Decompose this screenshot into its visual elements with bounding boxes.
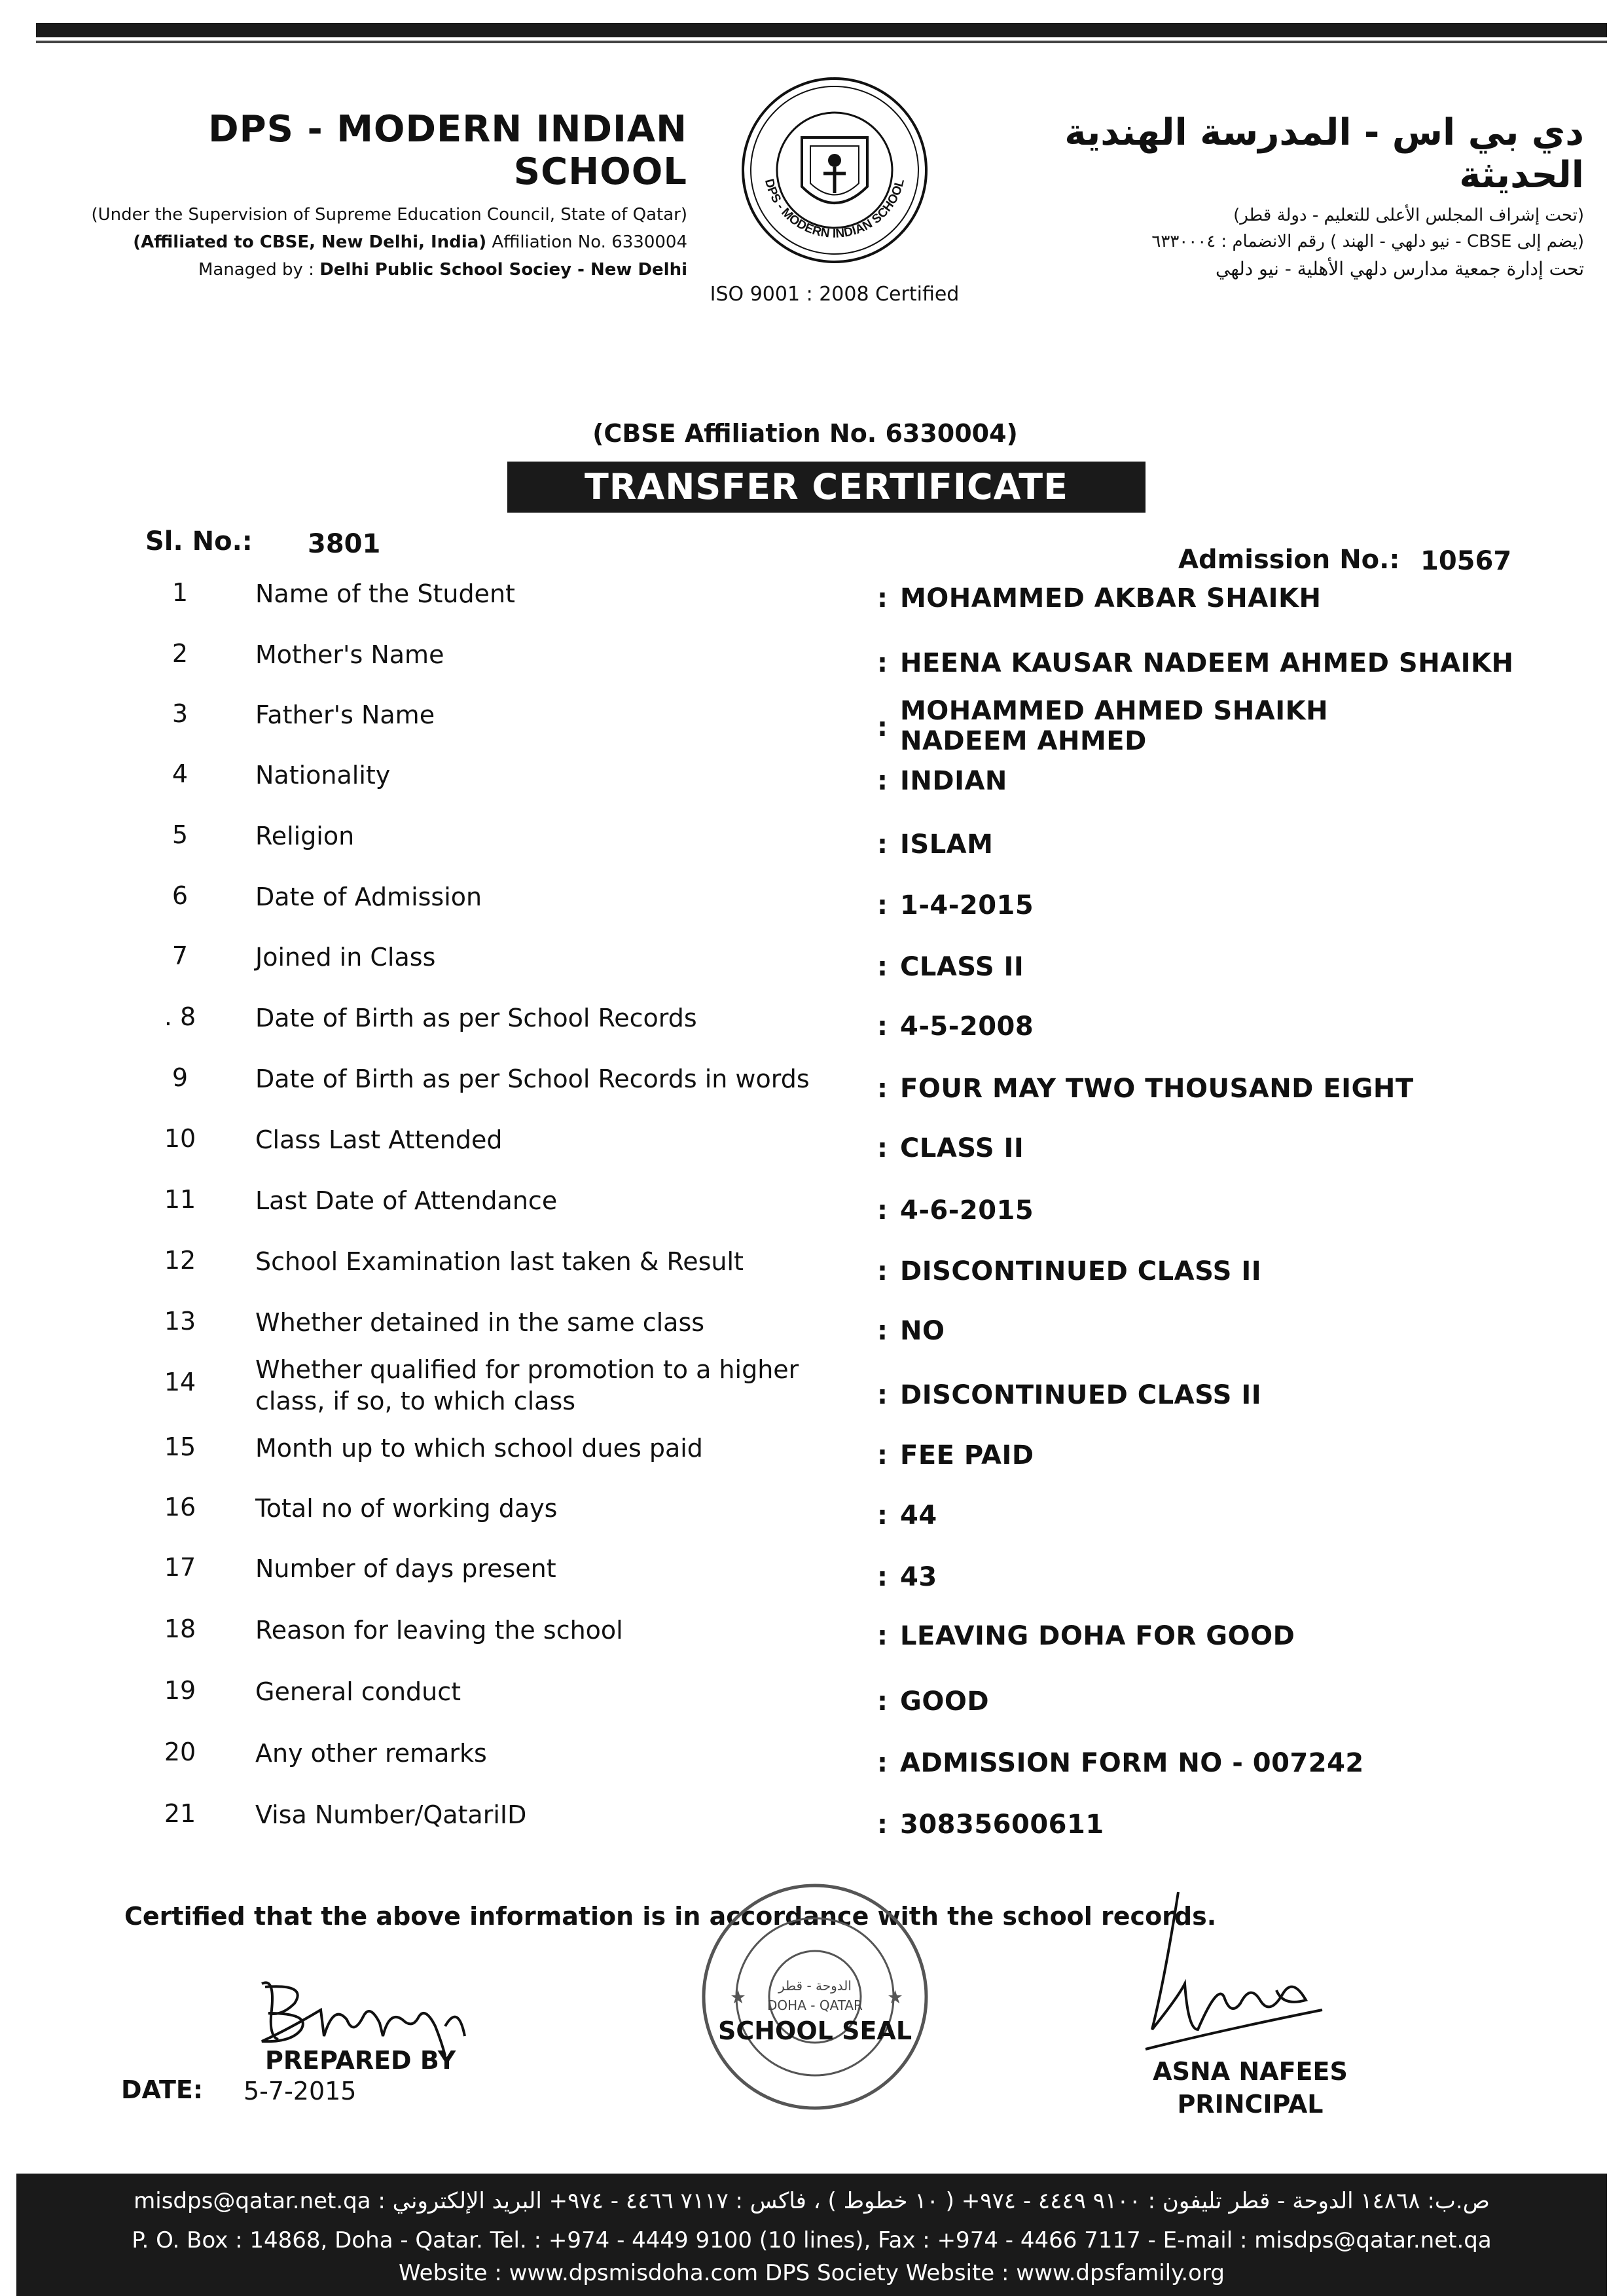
field-label: Date of Birth as per School Records in words [255,1065,810,1093]
school-seal-label: SCHOOL SEAL [717,2016,912,2045]
field-number: 21 [164,1799,196,1828]
field-row [0,1614,1624,1673]
field-row [0,1124,1624,1183]
school-name: DPS - MODERN INDIAN SCHOOL [208,108,687,193]
field-value: FOUR MAY TWO THOUSAND EIGHT [900,1074,1414,1104]
field-value: MOHAMMED AKBAR SHAIKH [900,583,1322,613]
field-number: 7 [171,941,189,970]
field-colon: : [877,712,888,742]
field-label: Mother's Name [255,640,444,669]
field-value: FEE PAID [900,1440,1034,1470]
field-label: Reason for leaving the school [255,1616,623,1645]
field-label: Month up to which school dues paid [255,1434,703,1463]
field-row [0,1799,1624,1858]
field-value: INDIAN [900,766,1007,796]
field-colon: : [877,1316,888,1346]
field-number: 9 [171,1063,189,1092]
field-colon: : [877,1748,888,1778]
field-label: Last Date of Attendance [255,1186,558,1215]
field-value: ISLAM [900,829,994,860]
field-colon: : [877,829,888,860]
school-name-arabic: دي بي اس - المدرسة الهندية الحديثة [1064,111,1584,196]
field-value: 1-4-2015 [900,890,1034,920]
logo-text: DPS - MODERN INDIAN SCHOOL [761,177,908,241]
field-colon: : [877,1440,888,1470]
field-number: 15 [164,1432,196,1461]
field-number: . 8 [164,1002,196,1031]
field-colon: : [877,1011,888,1042]
managed-by: Delhi Public School Sociey - New Delhi [319,260,687,280]
field-value: 4-6-2015 [900,1195,1034,1226]
principal-name: ASNA NAFEES [1153,2057,1348,2086]
field-row [0,1246,1624,1305]
field-number: 18 [164,1614,196,1643]
field-row [0,820,1624,879]
field-colon: : [877,583,888,613]
field-row [0,1493,1624,1552]
serial-number-label: Sl. No.: [145,526,253,556]
field-colon: : [877,1621,888,1651]
field-label: Date of Birth as per School Records [255,1004,697,1032]
admission-number-label: Admission No.: [1178,545,1400,575]
school-seal-stamp [691,1872,939,2121]
affiliation-arabic: (يضم إلى CBSE - نيو دلهي - الهند ) رقم الانضمام : ٦٣٣٠٠٠٤ [1151,232,1584,251]
field-label: School Examination last taken & Result [255,1247,744,1276]
field-colon: : [877,952,888,982]
field-colon: : [877,1256,888,1286]
certificate-title: TRANSFER CERTIFICATE [507,462,1146,513]
field-colon: : [877,1133,888,1163]
svg-text:★: ★ [730,1986,747,2008]
field-value: 4-5-2008 [900,1011,1034,1042]
field-number: 13 [164,1307,196,1336]
field-label: Number of days present [255,1554,556,1583]
affiliation-bold: (Affiliated to CBSE, New Delhi, India) [133,232,487,252]
supervision-text: (Under the Supervision of Supreme Education Council, State of Qatar) [91,205,687,225]
field-colon: : [877,648,888,678]
field-colon: : [877,1562,888,1592]
field-value: NO [900,1316,945,1346]
serial-number: 3801 [308,529,381,559]
field-row [0,1738,1624,1796]
field-value: 30835600611 [900,1810,1104,1840]
field-number: 6 [171,881,189,910]
field-colon: : [877,1501,888,1531]
prepared-by-label: PREPARED BY [265,2046,456,2075]
field-number: 2 [171,639,189,668]
field-row [0,1553,1624,1612]
field-row [0,1002,1624,1061]
field-number: 5 [171,820,189,849]
cbse-affiliation: (CBSE Affiliation No. 6330004) [592,419,1018,448]
field-label: Any other remarks [255,1739,487,1768]
field-row [0,1185,1624,1244]
field-value: ADMISSION FORM NO - 007242 [900,1748,1364,1778]
field-label: Date of Admission [255,883,482,911]
field-label: Religion [255,822,355,850]
field-label: Whether qualified for promotion to a higher class, if so, to which class [255,1355,799,1415]
managed-label: Managed by : [198,260,314,280]
field-value: 44 [900,1501,937,1531]
field-value: DISCONTINUED CLASS II [900,1256,1262,1286]
field-label: Nationality [255,761,391,790]
field-value: MOHAMMED AHMED SHAIKH NADEEM AHMED [900,696,1329,756]
field-row [0,1676,1624,1735]
footer-websites: Website : www.dpsmisdoha.com DPS Society Website : www.dpsfamily.org [399,2260,1225,2286]
principal-signature [1126,1879,1342,2075]
footer-arabic-contact: ص.ب: ١٤٨٦٨ الدوحة - قطر تليفون : ٩١٠٠ ٤٤٤٩ - ٩٧٤+ ( ١٠ خطوط ) ، فاكس : ٧١١٧ ٤٤٦٦ - ٩٧٤+ البريد الإلكتروني : misdps@qatar.net.qa [134,2188,1490,2214]
field-number: 12 [164,1246,196,1275]
field-value: CLASS II [900,1133,1024,1163]
field-number: 17 [164,1553,196,1582]
field-row [0,881,1624,940]
field-row [0,759,1624,818]
admission-number: 10567 [1420,546,1512,576]
field-colon: : [877,1380,888,1410]
field-row [0,639,1624,698]
field-number: 10 [164,1124,196,1153]
affiliation-number: Affiliation No. 6330004 [492,232,687,252]
field-row [0,1354,1624,1413]
field-number: 3 [171,699,189,728]
seal-city-arabic: الدوحة - قطر [778,1978,852,1994]
field-number: 20 [164,1738,196,1766]
field-colon: : [877,766,888,796]
supervision-arabic: (تحت إشراف المجلس الأعلى للتعليم - دولة قطر) [1233,206,1584,225]
field-label: Name of the Student [255,579,515,608]
field-number: 16 [164,1493,196,1522]
principal-title: PRINCIPAL [1177,2090,1324,2119]
field-value: LEAVING DOHA FOR GOOD [900,1621,1295,1651]
field-label: Class Last Attended [255,1125,503,1154]
field-label: Father's Name [255,701,435,729]
field-row [0,1432,1624,1491]
field-value: GOOD [900,1686,990,1717]
managed-arabic: تحت إدارة جمعية مدارس دلهي الأهلية - نيو دلهي [1216,258,1584,280]
field-row [0,1063,1624,1122]
field-label: Joined in Class [255,943,436,972]
field-number: 14 [164,1368,196,1396]
field-label: General conduct [255,1677,461,1706]
footer-contact: P. O. Box : 14868, Doha - Qatar. Tel. : +974 - 4449 9100 (10 lines), Fax : +974 - 4466 7117 - E-mail : misdps@qatar.net.qa [132,2227,1492,2253]
field-value: DISCONTINUED CLASS II [900,1380,1262,1410]
date-value: 5-7-2015 [244,2077,357,2105]
seal-city: DOHA - QATAR [767,1997,863,2013]
field-number: 11 [164,1185,196,1214]
field-number: 19 [164,1676,196,1705]
footer-band [16,2174,1607,2296]
field-label: Total no of working days [255,1494,558,1523]
field-row [0,578,1624,637]
field-row [0,696,1624,758]
svg-text:★: ★ [887,1986,904,2008]
field-number: 4 [171,759,189,788]
certified-statement: Certified that the above information is in accordance with the school records. [124,1902,1217,1931]
field-value: 43 [900,1562,937,1592]
field-label: Visa Number/QatariID [255,1800,527,1829]
field-label: Whether detained in the same class [255,1308,705,1337]
field-value: CLASS II [900,952,1024,982]
field-colon: : [877,1074,888,1104]
iso-certification: ISO 9001 : 2008 Certified [710,283,960,306]
field-value: HEENA KAUSAR NADEEM AHMED SHAIKH [900,648,1514,678]
field-colon: : [877,1195,888,1226]
date-label: DATE: [121,2075,204,2104]
field-colon: : [877,1686,888,1717]
field-number: 1 [171,578,189,607]
field-colon: : [877,890,888,920]
field-row [0,941,1624,1000]
field-colon: : [877,1810,888,1840]
